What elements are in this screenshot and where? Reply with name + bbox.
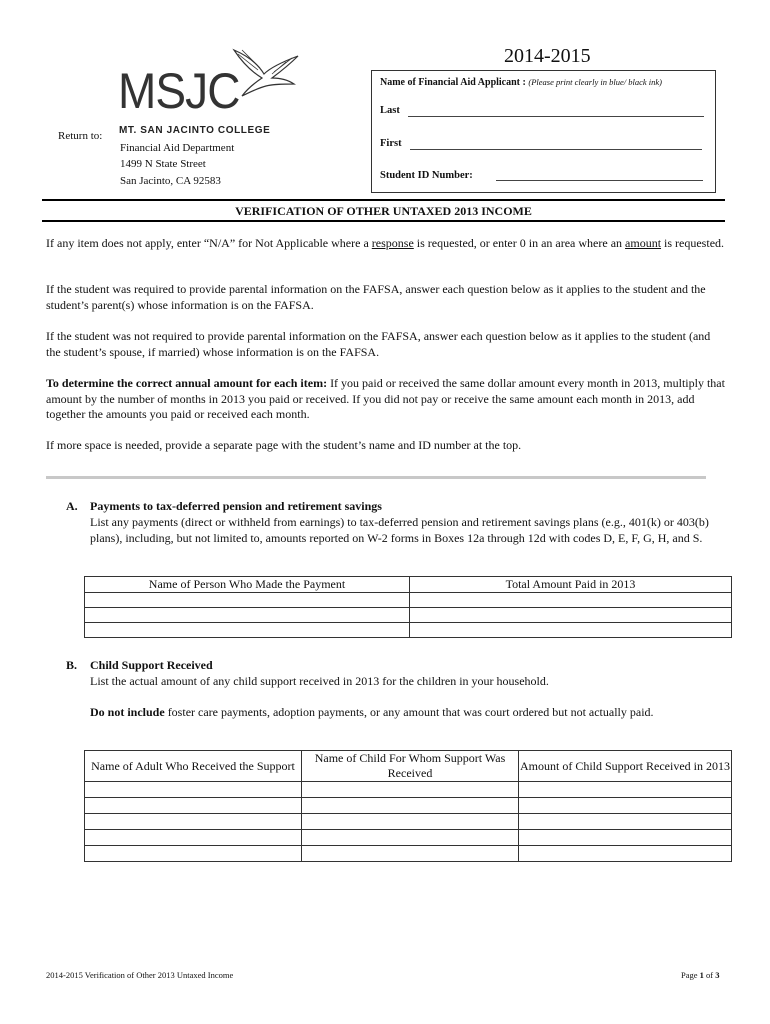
amount-word: amount: [625, 236, 662, 250]
col-support-amount: Amount of Child Support Received in 2013: [519, 751, 732, 782]
table-row: [85, 782, 732, 798]
table-row: [85, 798, 732, 814]
address-line: Financial Aid Department: [120, 142, 235, 154]
page-number: [681, 970, 720, 980]
instruction-annual-amount: [46, 376, 726, 423]
table-row: [85, 830, 732, 846]
applicant-box-title: [380, 77, 662, 88]
student-id-field[interactable]: [496, 180, 703, 181]
table-row: [85, 623, 732, 638]
person-name-cell[interactable]: [85, 623, 410, 638]
first-name-field[interactable]: [410, 149, 702, 150]
instruction-text: is requested, or enter 0 in an area where an: [413, 236, 626, 250]
col-adult-name: Name of Adult Who Received the Support: [85, 751, 302, 782]
last-name-label: Last: [380, 105, 400, 116]
person-name-cell[interactable]: [85, 593, 410, 608]
amount-cell[interactable]: [410, 623, 732, 638]
college-logo: MSJC: [118, 63, 240, 119]
note-text: foster care payments, adoption payments, or any amount that was court ordered but not actually paid.: [164, 705, 654, 719]
footer-form-title: 2014-2015 Verification of Other 2013 Untaxed Income: [46, 970, 234, 980]
page-current: 1: [699, 970, 704, 980]
table-header-row: [85, 751, 732, 782]
col-total-paid: Total Amount Paid in 2013: [410, 577, 732, 593]
section-b-note: [90, 705, 720, 721]
last-name-field[interactable]: [408, 116, 704, 117]
section-divider: [46, 476, 706, 479]
child-name-cell[interactable]: [302, 846, 519, 862]
amount-cell[interactable]: [410, 608, 732, 623]
instruction-text: If any item does not apply, enter “N/A” for Not Applicable where a: [46, 236, 372, 250]
instruction-parental: If the student was required to provide parental information on the FAFSA, answer each question below as it applies to the student and the student’s parent(s) whose information is on the FAFSA.: [46, 282, 706, 312]
col-child-name: Name of Child For Whom Support Was Received: [302, 751, 519, 782]
instruction-independent: If the student was not required to provide parental information on the FAFSA, answer each question below as it applies to the student (and the student’s spouse, if married) whose information is on the FAFSA.: [46, 329, 711, 359]
student-id-label: Student ID Number:: [380, 170, 473, 181]
instruction-text: If you paid or received the same dollar amount every month in 2013, multiply that amount by the number of months in 2013 you paid or received. If you did not pay or receive the same amount each month in 2013, add together the amounts you paid or received each month.: [46, 376, 725, 421]
adult-name-cell[interactable]: [85, 814, 302, 830]
amount-cell[interactable]: [519, 830, 732, 846]
amount-cell[interactable]: [410, 593, 732, 608]
applicant-hint: (Please print clearly in blue/ black ink): [528, 77, 662, 87]
college-name: MT. SAN JACINTO COLLEGE: [119, 125, 271, 136]
child-name-cell[interactable]: [302, 830, 519, 846]
instruction-more-space: If more space is needed, provide a separate page with the student’s name and ID number at the top.: [46, 438, 522, 452]
adult-name-cell[interactable]: [85, 782, 302, 798]
applicant-title-text: Name of Financial Aid Applicant :: [380, 77, 526, 88]
address-line: San Jacinto, CA 92583: [120, 175, 221, 187]
form-year: 2014-2015: [504, 45, 591, 67]
section-b-letter: B.: [66, 658, 78, 672]
title-rule-bottom: [42, 220, 725, 222]
amount-cell[interactable]: [519, 782, 732, 798]
do-not-include-label: Do not include: [90, 705, 165, 719]
section-a-body: List any payments (direct or withheld from earnings) to tax-deferred pension and retirement savings plans (e.g., 401(k) or 403(b) plans), including, but not limited to, amounts reported on W-2 forms in Boxes 12a through 12d with codes D, E, F, G, H, and S.: [90, 515, 709, 545]
section-b-body: List the actual amount of any child support received in 2013 for the children in your household.: [90, 674, 549, 688]
applicant-info-box: [371, 70, 716, 193]
page-word: Page: [681, 970, 700, 980]
instruction-na: [46, 236, 726, 252]
instruction-text: is requested.: [661, 236, 725, 250]
child-support-table: [84, 750, 732, 862]
child-name-cell[interactable]: [302, 814, 519, 830]
response-word: response: [371, 236, 414, 250]
amount-cell[interactable]: [519, 798, 732, 814]
table-row: [85, 608, 732, 623]
person-name-cell[interactable]: [85, 608, 410, 623]
section-a-heading: Payments to tax-deferred pension and retirement savings: [90, 499, 382, 513]
table-header-row: [85, 577, 732, 593]
col-person-name: Name of Person Who Made the Payment: [85, 577, 410, 593]
pension-payments-table: [84, 576, 732, 638]
amount-cell[interactable]: [519, 846, 732, 862]
child-name-cell[interactable]: [302, 782, 519, 798]
section-b-heading: Child Support Received: [90, 658, 213, 672]
address-line: 1499 N State Street: [120, 158, 206, 170]
adult-name-cell[interactable]: [85, 798, 302, 814]
first-name-label: First: [380, 138, 402, 149]
child-name-cell[interactable]: [302, 798, 519, 814]
amount-cell[interactable]: [519, 814, 732, 830]
table-row: [85, 846, 732, 862]
title-rule-top: [42, 199, 725, 201]
eagle-logo-icon: [228, 42, 308, 102]
section-a-letter: A.: [66, 499, 78, 513]
page-of-word: of: [703, 970, 716, 980]
page-total: 3: [715, 970, 720, 980]
adult-name-cell[interactable]: [85, 830, 302, 846]
table-row: [85, 814, 732, 830]
annual-amount-heading: To determine the correct annual amount for each item:: [46, 376, 328, 390]
return-to-label: Return to:: [58, 130, 103, 142]
table-row: [85, 593, 732, 608]
adult-name-cell[interactable]: [85, 846, 302, 862]
page-title: VERIFICATION OF OTHER UNTAXED 2013 INCOME: [235, 204, 532, 218]
